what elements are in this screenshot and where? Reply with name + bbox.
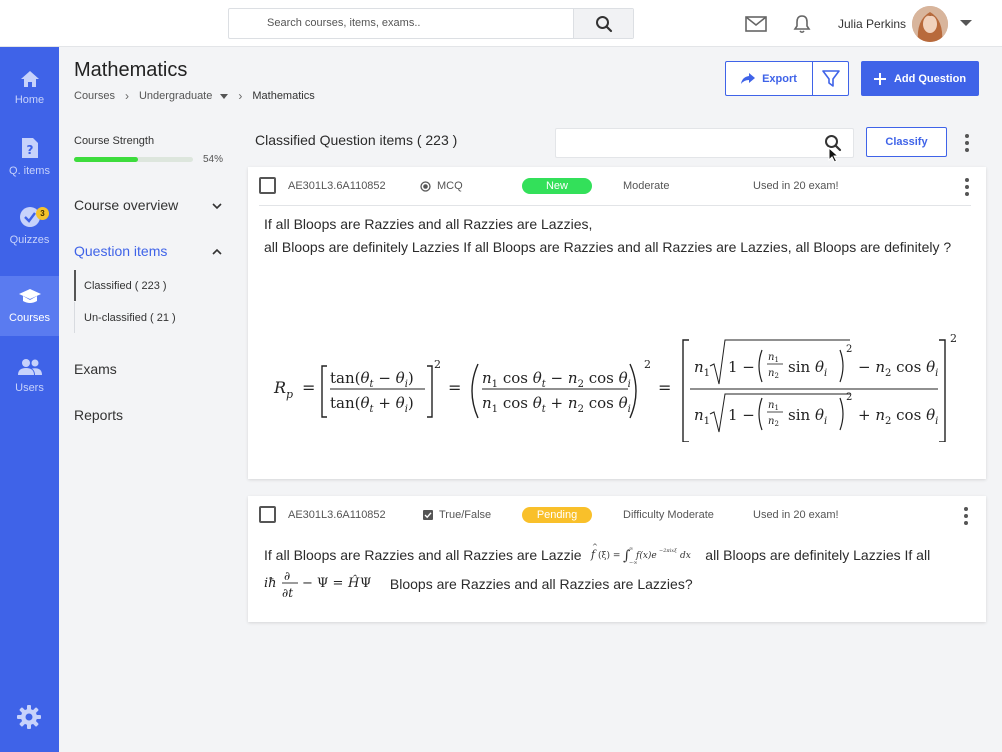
sidebar (0, 47, 59, 752)
course-strength-fill (74, 157, 138, 162)
fourier-transform-formula-image (589, 543, 697, 565)
sidebar-item-label: Courses (9, 312, 50, 324)
chevron-down-icon[interactable] (212, 201, 222, 211)
notifications-button[interactable] (790, 12, 814, 36)
question-doc-icon (21, 137, 39, 159)
user-name[interactable]: Julia Perkins (838, 17, 907, 31)
mail-icon (745, 16, 767, 32)
svg-text:∞: ∞ (629, 546, 634, 552)
status-badge: Pending (522, 507, 592, 523)
sidebar-item-quizzes[interactable] (0, 195, 59, 257)
export-label: Export (762, 72, 797, 85)
question-more-options-icon[interactable] (963, 507, 969, 525)
svg-text:sin θi: $\sin \theta_i$ (788, 358, 828, 379)
question-search-input[interactable] (555, 128, 854, 158)
question-type-label: True/False (439, 509, 492, 521)
caret-down-icon[interactable] (220, 94, 228, 99)
usage-label: Used in 20 exam! (753, 180, 839, 192)
add-question-button[interactable] (861, 61, 979, 96)
svg-text:n2: $n_2$ (768, 416, 779, 428)
quizzes-count-badge: 3 (36, 207, 49, 220)
sidebar-item-home[interactable] (0, 57, 59, 119)
menu-course-overview[interactable]: Course overview (74, 197, 179, 213)
course-strength-label: Course Strength (74, 135, 155, 147)
svg-text:tan(θt − θi): $\tan(\theta_t - \theta_i)$ (330, 369, 414, 390)
home-icon (20, 70, 40, 88)
gear-icon (17, 705, 41, 729)
question-card (248, 496, 986, 622)
search-icon (595, 15, 613, 33)
mail-button[interactable] (744, 12, 768, 36)
top-bar (0, 0, 1002, 47)
global-search-input[interactable] (228, 8, 634, 39)
svg-text:iħ: iħ (264, 576, 277, 591)
svg-text:p: p (286, 388, 294, 401)
svg-text:− n2 cos θi: − $n_2$ $\cos \theta_i$ (858, 358, 939, 379)
question-text-part: If all Bloops are Razzies and all Razzies are Lazzie (264, 547, 582, 563)
course-strength-bar (74, 157, 193, 162)
svg-text:dx: dx (680, 551, 692, 561)
svg-text:− Ψ =: − Ψ = (302, 576, 344, 591)
svg-text:∂t: ∂t (282, 586, 294, 600)
question-more-options-icon[interactable] (964, 178, 970, 196)
course-strength-percent: 54% (203, 154, 224, 165)
svg-text:R: R (274, 378, 287, 397)
question-text-part: Bloops are Razzies and all Razzies are Lazzies? (389, 576, 693, 592)
question-text (264, 213, 964, 259)
status-badge: New (522, 178, 592, 194)
sidebar-item-label: Users (15, 382, 44, 394)
svg-text:2: 2 (434, 358, 441, 371)
breadcrumb (74, 89, 315, 103)
svg-text:=: = (448, 378, 462, 397)
graduation-cap-icon (18, 288, 42, 306)
svg-text:−∞: −∞ (629, 560, 638, 565)
add-question-label: Add Question (893, 72, 967, 85)
svg-text:n1 cos θt − n2 cos θi: $n_1$ $\cos \theta_t - n_2$ $\cos \theta_i$ (482, 369, 631, 390)
filter-icon (822, 70, 840, 88)
chevron-right-icon: › (124, 89, 129, 103)
question-id: AE301L3.6A110852 (288, 509, 386, 521)
svg-text:f: f (591, 548, 596, 561)
search-placeholder: Search courses, items, exams.. (267, 17, 421, 29)
user-menu-caret-icon[interactable] (960, 20, 972, 26)
filter-button[interactable] (813, 62, 848, 95)
mouse-cursor-icon (828, 147, 840, 163)
question-text-line: If all Bloops are Razzies and all Razzies are Lazzies, (264, 216, 593, 232)
svg-text:∫: ∫ (623, 548, 631, 564)
svg-text:n1: $n_1$ (768, 352, 779, 364)
svg-text:∂: ∂ (284, 569, 291, 583)
breadcrumb-undergraduate[interactable]: Undergraduate (138, 90, 213, 102)
difficulty-label: Moderate (623, 180, 670, 192)
svg-text:Ĥ: Ĥ (348, 576, 360, 591)
schrodinger-formula-image (264, 567, 380, 601)
list-more-options-icon[interactable] (964, 134, 970, 152)
chevron-up-icon[interactable] (212, 247, 222, 257)
question-text (264, 543, 976, 601)
submenu-classified[interactable]: Classified ( 223 ) (74, 270, 224, 301)
sidebar-item-q-items[interactable] (0, 126, 59, 188)
svg-text:tan(θt + θi): $\tan(\theta_t + \theta_i)$ (330, 394, 414, 415)
bell-icon (793, 14, 811, 34)
svg-text:n2: $n_2$ (768, 368, 779, 380)
radio-button-icon (420, 181, 431, 192)
svg-text:1 −: 1 − (728, 406, 755, 424)
svg-text:2: 2 (644, 358, 651, 371)
sidebar-item-label: Q. items (9, 165, 50, 177)
question-id: AE301L3.6A110852 (288, 180, 386, 192)
svg-text:−2πixξ: −2πixξ (659, 548, 678, 554)
sidebar-item-label: Home (14, 94, 45, 106)
svg-text:(ξ) =: (ξ) = (598, 551, 621, 561)
question-type (423, 509, 491, 521)
svg-text:2: 2 (950, 332, 957, 345)
sidebar-item-courses[interactable] (0, 276, 59, 336)
chevron-right-icon: › (238, 89, 243, 103)
question-type (420, 180, 463, 192)
fresnel-equation-image (270, 322, 970, 442)
svg-text:2: 2 (846, 344, 853, 355)
breadcrumb-courses[interactable]: Courses (74, 90, 115, 102)
svg-text:=: = (658, 378, 672, 397)
question-select-checkbox[interactable] (259, 177, 276, 194)
svg-text:n1 cos θt + n2 cos θi: $n_1$ $\cos \theta_t + n_2$ $\cos \theta_i$ (482, 394, 631, 415)
usage-label: Used in 20 exam! (753, 509, 839, 521)
avatar-image (912, 6, 948, 42)
page-title: Mathematics (74, 59, 188, 81)
settings-button[interactable] (17, 705, 41, 729)
svg-text:sin θi: $\sin \theta_i$ (788, 406, 828, 427)
breadcrumb-current: Mathematics (252, 90, 315, 102)
sidebar-item-label: Quizzes (9, 234, 50, 246)
list-title: Classified Question items ( 223 ) (255, 132, 458, 148)
menu-exams[interactable]: Exams (74, 361, 117, 377)
svg-text:2: 2 (846, 392, 853, 403)
question-card-header (248, 167, 986, 205)
svg-text:^: ^ (592, 543, 599, 551)
question-type-label: MCQ (437, 180, 463, 192)
classify-button[interactable]: Classify (866, 127, 947, 157)
svg-text:n1: $n_1$ (768, 400, 779, 412)
users-icon (18, 358, 42, 376)
avatar[interactable] (912, 6, 948, 42)
question-card (248, 167, 986, 479)
svg-text:n1: $n_1$ (694, 406, 711, 427)
svg-text:Ψ: Ψ (360, 576, 372, 591)
checked-box-icon (423, 510, 433, 520)
question-text-part: all Bloops are definitely Lazzies If all (705, 547, 931, 563)
question-text-line: all Bloops are definitely Lazzies If all Bloops are Razzies and all Razzies are Lazzies, all Bloops are definitely ? (264, 239, 952, 255)
svg-text:1 −: 1 − (728, 358, 755, 376)
export-button-group (725, 61, 849, 96)
svg-text:+ n2 cos θi: + $n_2$ $\cos \theta_i$ (858, 406, 939, 427)
sidebar-item-users[interactable] (0, 345, 59, 407)
svg-text:?: ? (26, 143, 33, 157)
question-select-checkbox[interactable] (259, 506, 276, 523)
svg-text:n1: $n_1$ (694, 358, 711, 379)
menu-reports[interactable]: Reports (74, 407, 124, 423)
question-card-header (248, 496, 986, 534)
submenu-unclassified[interactable]: Un-classified ( 21 ) (74, 302, 224, 333)
share-arrow-icon (741, 73, 755, 85)
svg-text:=: = (302, 378, 316, 397)
difficulty-label: Difficulty Moderate (623, 509, 714, 521)
search-button[interactable] (573, 9, 633, 38)
divider (259, 205, 971, 206)
plus-icon (874, 73, 886, 85)
svg-text:f(x)e: f(x)e (636, 551, 658, 561)
menu-question-items[interactable]: Question items (74, 243, 168, 259)
export-button[interactable] (726, 62, 813, 95)
